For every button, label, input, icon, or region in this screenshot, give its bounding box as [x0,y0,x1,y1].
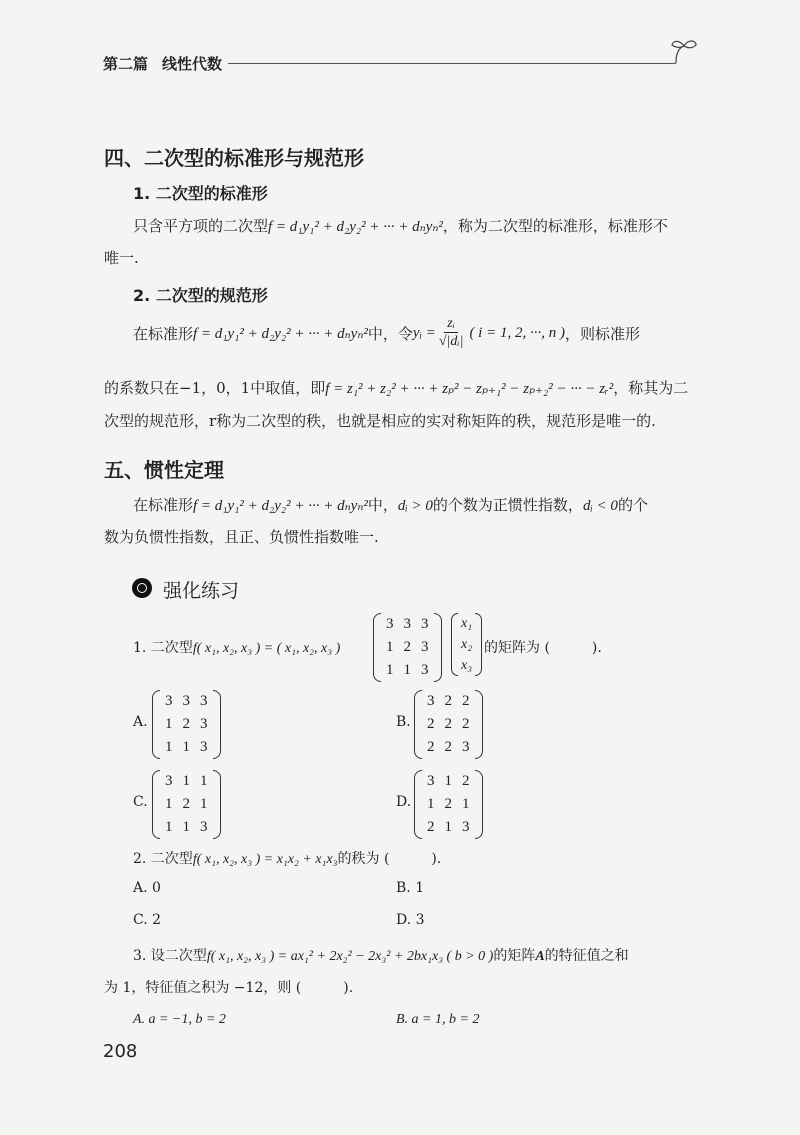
option-a-matrix: 3 3 3 1 2 3 1 1 3 [152,690,221,759]
formula: f = d₁y₁² + d₂y₂² + ··· + dₙyₙ² [193,325,368,342]
paragraph-line: 的系数只在−1，0，1中取值，即f = z₁² + z₂² + ··· + zₚ² − zₚ₊₁² − zₚ₊₂² − ··· − zᵣ²，称其为二 [104,379,689,397]
fraction: $\frac{\text{zᵢ}}{\text{√|dᵢ|}}$ [438,316,464,349]
question-3: 3. 设二次型f( x₁, x₂, x₃ ) = ax₁² + 2x₂² − 2x₃² + 2bx₁x₃ ( b > 0 )的矩阵A的特征值之和 [133,948,629,964]
option-label: C. [133,794,148,810]
paragraph-line: 只含平方项的二次型f = d₁y₁² + d₂y₂² + ··· + dₙyₙ²，称为二次型的标准形，标准形不 [133,217,668,235]
formula: f = d₁y₁² + d₂y₂² + ··· + dₙyₙ² [193,498,368,514]
paragraph-line: 在标准形 f = d₁y₁² + d₂y₂² + ··· + dₙyₙ² 中，令 yᵢ = $\frac{\text{zᵢ}}{\text{√|dᵢ|}}$ ( i = 1, 2, ···, n ) ，则标准形 [133,316,640,349]
section-heading: 五、惯性定理 [104,458,224,482]
option-label: A. [133,714,148,730]
practice-heading: 强化练习 [163,580,240,602]
header-rule [228,63,676,64]
formula: f = z₁² + z₂² + ··· + zₚ² − zₚ₊₁² − zₚ₊₂² − ··· − zᵣ² [325,381,614,397]
paragraph-line: 数为负惯性指数，且正、负惯性指数唯一. [104,528,379,546]
sprout-icon [668,36,700,66]
clock-icon [132,578,152,598]
option-text: B. a = 1, b = 2 [396,1012,480,1027]
formula: ( i = 1, 2, ···, n ) [469,324,565,341]
subsection-heading: 2. 二次型的规范形 [133,286,268,305]
page-number: 208 [103,1041,138,1062]
section-heading: 四、二次型的标准形与规范形 [104,146,364,170]
option-label: D. [396,794,412,810]
option-d-matrix: 3 1 2 1 2 1 2 1 3 [414,770,483,839]
question-2: 2. 二次型f( x₁, x₂, x₃ ) = x₁x₂ + x₁x₃的秩为 ( ). [133,851,442,867]
option-text: B. 1 [396,880,425,896]
chapter-label: 第二篇 [103,55,149,73]
chapter-title: 线性代数 [162,55,223,73]
formula: yᵢ = [412,324,436,341]
formula: f = d₁y₁² + d₂y₂² + ··· + dₙyₙ² [268,219,443,235]
subsection-heading: 1. 二次型的标准形 [133,184,268,203]
option-text: A. 0 [133,880,161,896]
paragraph-line: 次型的规范形，r称为二次型的秩，也就是相应的实对称矩阵的秩，规范形是唯一的. [104,412,656,430]
option-label: B. [396,714,411,730]
formula: dᵢ < 0 [582,498,618,514]
option-c-matrix: 3 1 1 1 2 1 1 1 3 [152,770,221,839]
paragraph-line: 唯一. [104,249,139,267]
question-1-suffix: 的矩阵为 ( ). [484,640,602,656]
question-matrix: 3 3 3 1 2 3 1 1 3 [373,613,442,682]
question-vector: x₁ x₂ x₃ [451,613,482,676]
option-text: C. 2 [133,912,162,928]
option-text: D. 3 [396,912,425,928]
question-1: 1. 二次型f( x₁, x₂, x₃ ) = ( x₁, x₂, x₃ ) [133,640,341,656]
option-text: A. a = −1, b = 2 [133,1012,226,1027]
option-b-matrix: 3 2 2 2 2 2 2 2 3 [414,690,483,759]
formula: dᵢ > 0 [397,498,433,514]
paragraph-line: 在标准形f = d₁y₁² + d₂y₂² + ··· + dₙyₙ²中，dᵢ > 0的个数为正惯性指数，dᵢ < 0的个 [133,496,648,514]
question-3-line2: 为 1，特征值之积为 −12，则 ( ). [104,980,354,996]
